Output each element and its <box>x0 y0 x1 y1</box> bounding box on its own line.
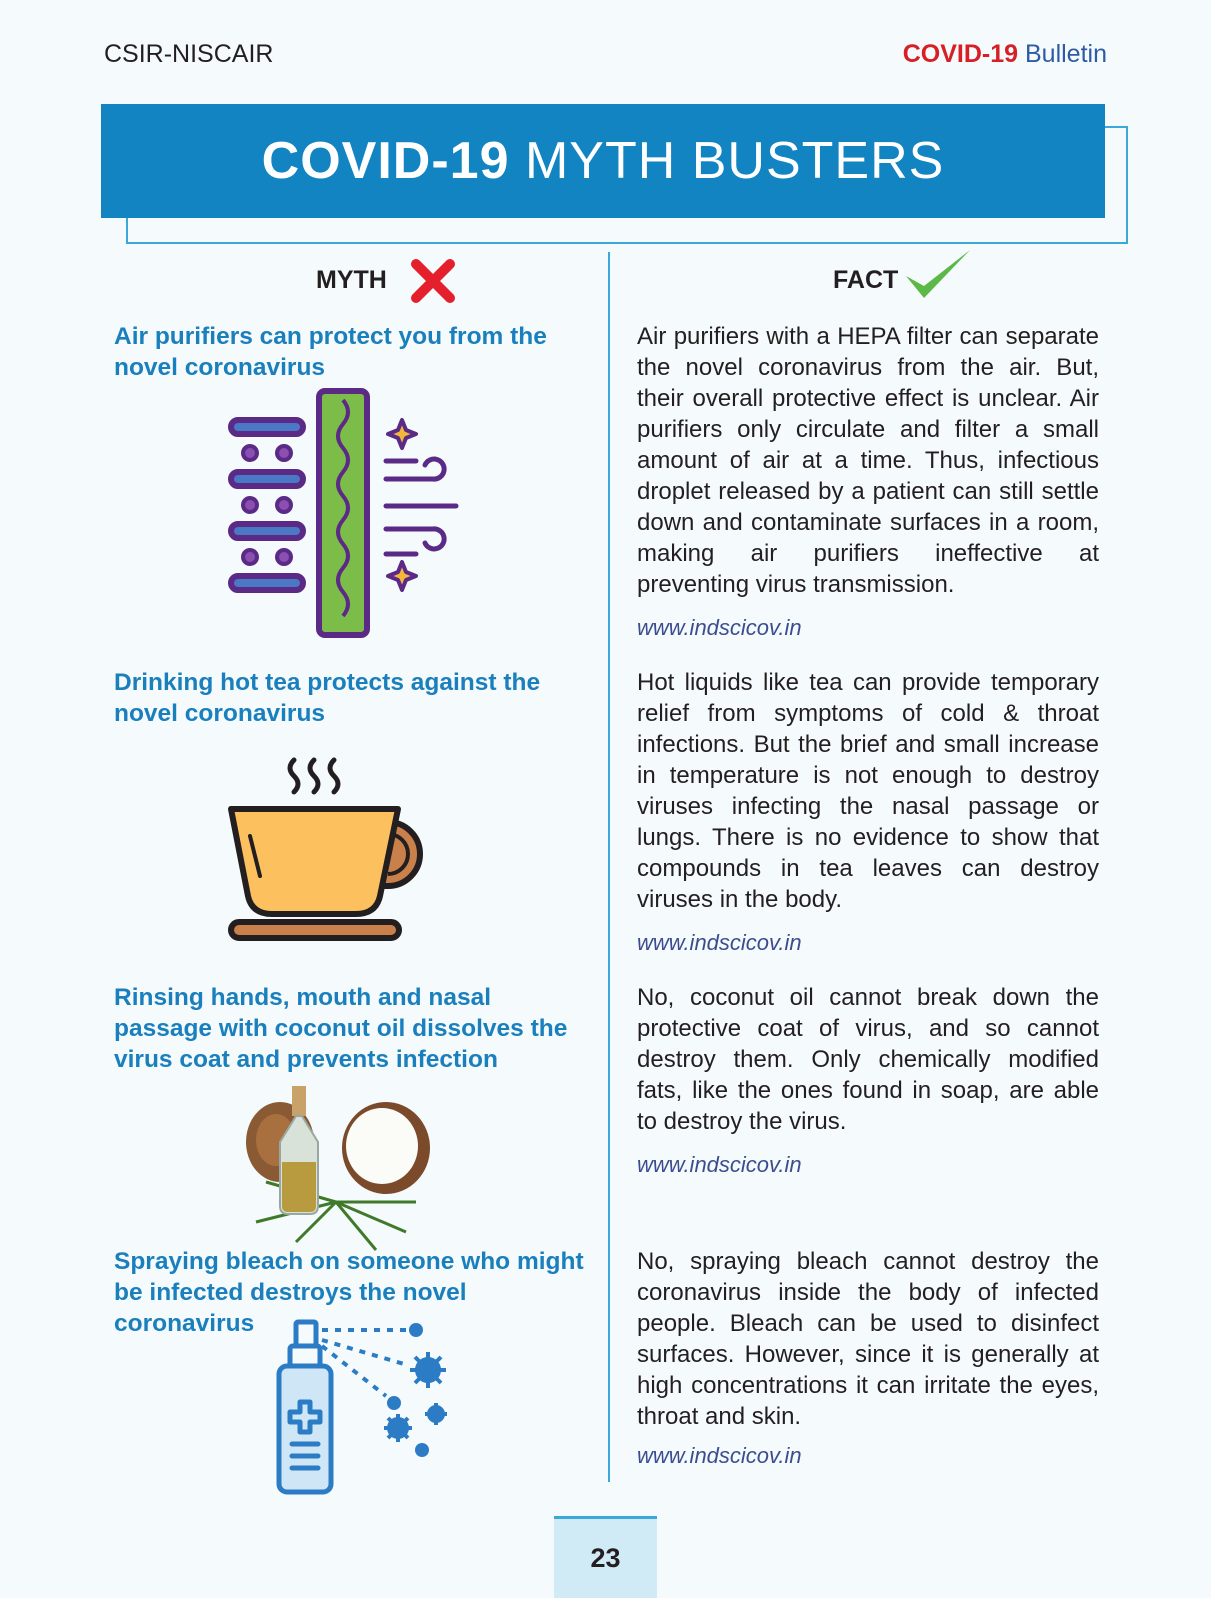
fact-text: Hot liquids like tea can provide temporary relief from symptoms of cold & throat infections. But the brief and small increase in temperature is not enough to destroy viruses infecting the nasal passage or lungs. There is no evidence to show that compounds in tea leaves can destroy viruses in the body. <box>637 669 1099 913</box>
source-link[interactable]: www.indscicov.in <box>637 615 802 640</box>
tea-cup-icon <box>228 756 438 942</box>
source-link[interactable]: www.indscicov.in <box>637 930 802 955</box>
bulletin-title-rest: Bulletin <box>1025 40 1107 68</box>
myth-text: Air purifiers can protect you from the novel coronavirus <box>114 323 547 381</box>
cross-icon <box>410 258 456 304</box>
myth-column-label: MYTH <box>316 266 387 294</box>
bulletin-title <box>903 40 1107 69</box>
source-link[interactable]: www.indscicov.in <box>637 1443 802 1468</box>
coconut-oil-image <box>236 1082 436 1252</box>
banner-title-bold: COVID-19 <box>261 132 510 190</box>
banner-title-rest: MYTH BUSTERS <box>524 132 945 190</box>
spray-bottle-icon <box>276 1318 456 1498</box>
check-icon <box>902 246 974 304</box>
banner <box>101 104 1105 218</box>
banner-title <box>262 131 945 191</box>
air-purifier-icon <box>228 388 468 638</box>
org-name: CSIR-NISCAIR <box>104 40 274 68</box>
column-divider <box>608 252 610 1482</box>
myth-text: Rinsing hands, mouth and nasal passage with coconut oil dissolves the virus coat and prevents infection <box>114 984 568 1073</box>
page-number: 23 <box>554 1516 657 1598</box>
fact-text: Air purifiers with a HEPA filter can separate the novel coronavirus from the air. But, their overall protective effect is unclear. Air purifiers only circulate and filter a small amount of air at a time. Thus, infectious droplet released by a patient can still settle down and contaminate surfaces in a room, making air purifiers ineffective at preventing virus transmission. <box>637 323 1099 598</box>
myth-text: Spraying bleach on someone who might be infected destroys the novel coronavirus <box>114 1248 584 1337</box>
bulletin-title-bold: COVID-19 <box>902 40 1019 68</box>
fact-column-label: FACT <box>833 266 899 294</box>
myth-text: Drinking hot tea protects against the novel coronavirus <box>114 669 541 727</box>
source-link[interactable]: www.indscicov.in <box>637 1152 802 1177</box>
fact-text: No, spraying bleach cannot destroy the coronavirus inside the body of infected people. Bleach can be used to disinfect surfaces. However, since it is generally at high concentrations it can irritate the eyes, throat and skin. <box>637 1248 1099 1430</box>
fact-text: No, coconut oil cannot break down the protective coat of virus, and so cannot destroy them. Only chemically modified fats, like the ones found in soap, are able to destroy the virus. <box>637 984 1099 1135</box>
